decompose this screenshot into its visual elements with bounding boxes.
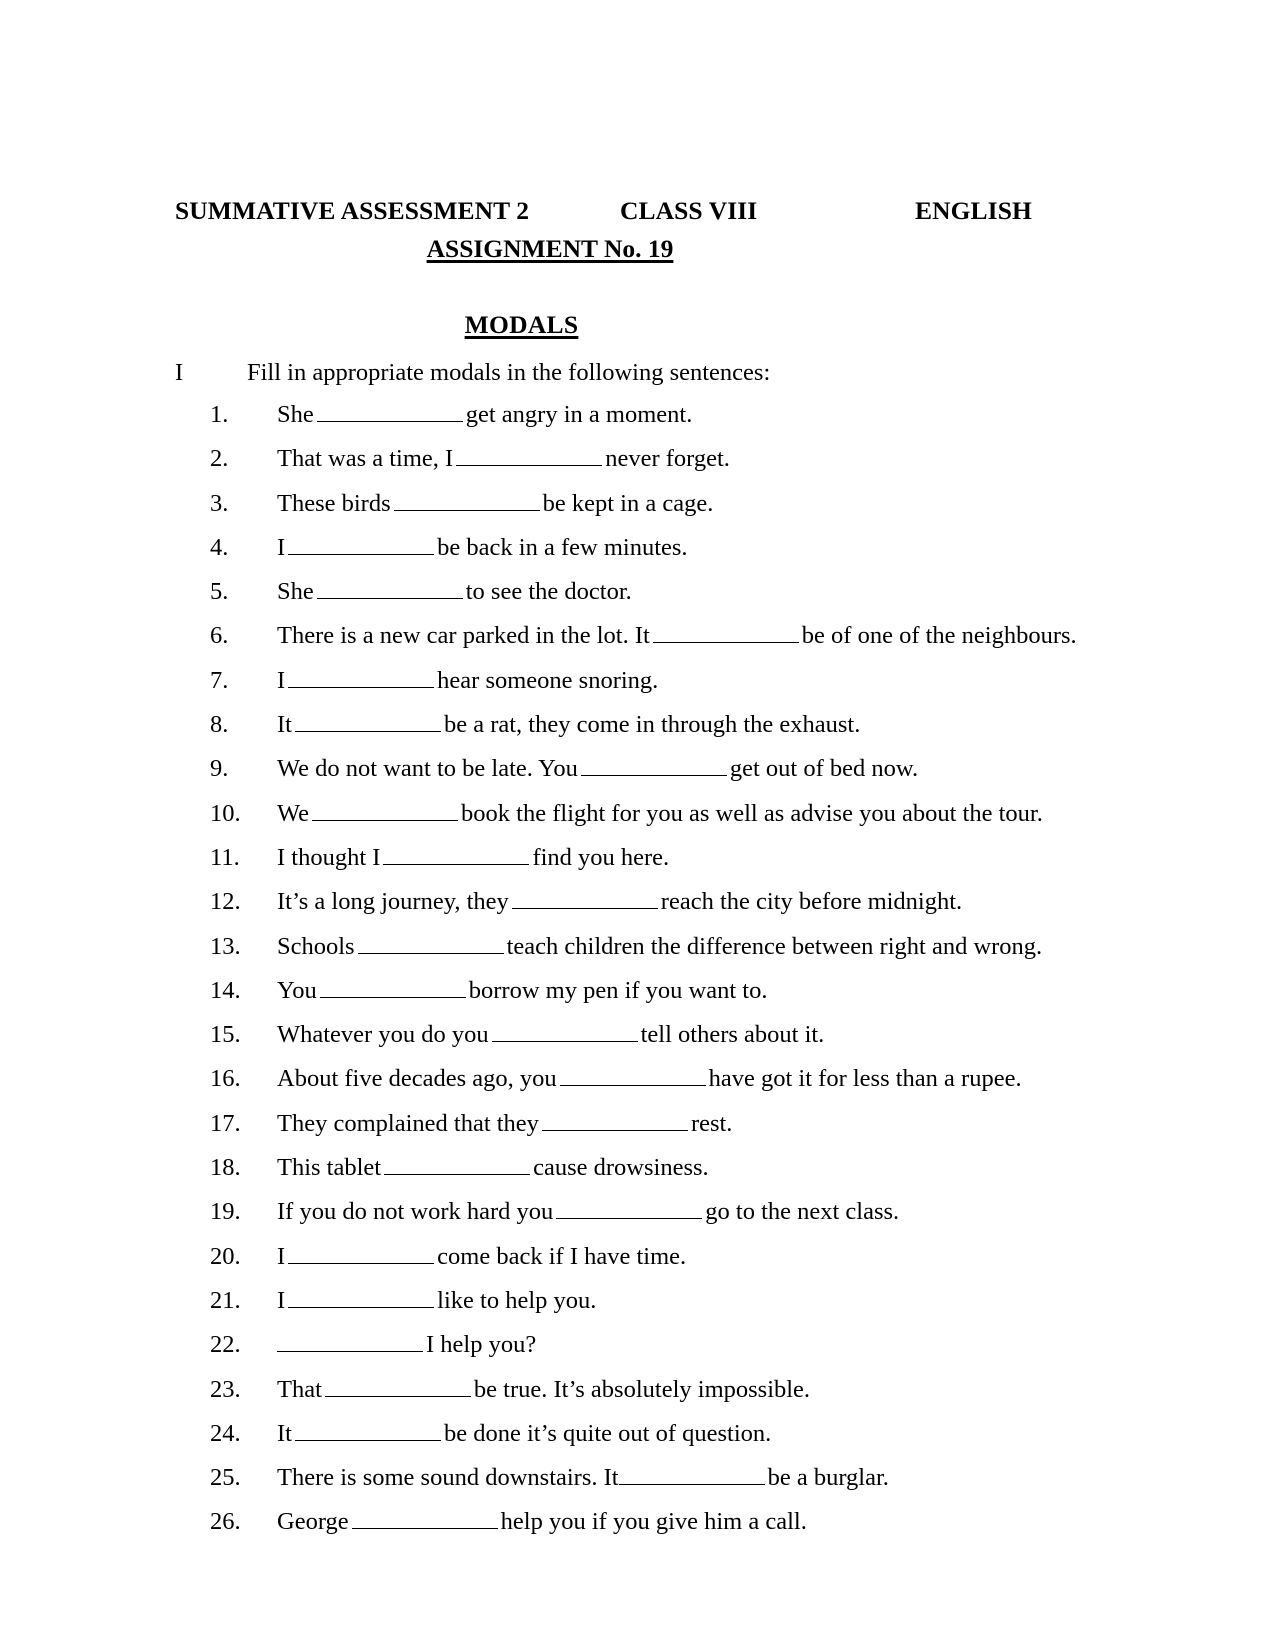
question-text — [277, 844, 1215, 872]
section-title-row — [0, 310, 1275, 340]
question-text — [277, 401, 1215, 429]
question-text-before-blank: It — [277, 711, 292, 739]
question-text — [277, 1021, 1215, 1049]
question-text-after-blank: to see the doctor. — [465, 578, 632, 606]
question-number: 8. — [210, 711, 229, 739]
question-row — [210, 888, 1215, 916]
question-text-before-blank: You — [277, 976, 317, 1004]
question-number: 23. — [210, 1375, 241, 1403]
question-number: 5. — [210, 578, 229, 606]
question-row — [210, 490, 1215, 518]
question-text — [277, 578, 1215, 606]
question-number: 13. — [210, 932, 241, 960]
question-number: 18. — [210, 1154, 241, 1182]
question-text-before-blank: I — [277, 533, 286, 561]
question-row — [210, 401, 1215, 429]
subject-label: ENGLISH — [915, 196, 1032, 225]
question-text-after-blank: get angry in a moment. — [465, 401, 693, 428]
answer-blank[interactable] — [542, 1111, 688, 1131]
question-text — [277, 1110, 1215, 1138]
question-row — [210, 667, 1215, 695]
answer-blank[interactable] — [320, 978, 466, 998]
answer-blank[interactable] — [277, 1332, 423, 1352]
question-text-before-blank: I — [277, 1242, 286, 1270]
question-text-before-blank: Schools — [277, 932, 355, 960]
question-row — [210, 1331, 1215, 1359]
question-text-before-blank: We — [277, 799, 310, 827]
answer-blank[interactable] — [352, 1509, 498, 1529]
question-row — [210, 1464, 1215, 1492]
answer-blank[interactable] — [358, 933, 504, 953]
question-row — [210, 1198, 1215, 1226]
question-text-before-blank: That — [277, 1375, 322, 1403]
answer-blank[interactable] — [325, 1376, 471, 1396]
question-row — [210, 1420, 1215, 1448]
question-text-before-blank: If you do not work hard you — [277, 1198, 554, 1226]
question-number: 15. — [210, 1021, 241, 1049]
question-text-before-blank: There is some sound downstairs. It — [277, 1464, 619, 1492]
question-text-before-blank: About five decades ago, you — [277, 1065, 557, 1093]
question-text-after-blank: never forget. — [605, 445, 730, 473]
question-row — [210, 1508, 1215, 1536]
question-text — [277, 1331, 1215, 1359]
question-number: 1. — [210, 401, 229, 428]
question-number: 21. — [210, 1286, 241, 1314]
question-text-before-blank: They complained that they — [277, 1109, 539, 1137]
question-row — [210, 933, 1215, 961]
question-text — [277, 1065, 1215, 1093]
answer-blank[interactable] — [383, 845, 529, 865]
question-text-after-blank: help you if you give him a call. — [500, 1508, 807, 1536]
question-number: 16. — [210, 1065, 241, 1093]
question-text — [277, 1198, 1215, 1226]
question-text — [277, 534, 1215, 562]
question-number: 25. — [210, 1464, 241, 1492]
answer-blank[interactable] — [295, 1421, 441, 1441]
question-row — [210, 1154, 1215, 1182]
instruction-text: Fill in appropriate modals in the following sentences: — [247, 359, 771, 386]
instruction-line — [0, 359, 1275, 387]
question-text-after-blank: find you here. — [532, 843, 670, 871]
question-text-after-blank: be a burglar. — [767, 1464, 889, 1492]
question-number: 4. — [210, 533, 229, 561]
question-text-after-blank: come back if I have time. — [437, 1242, 687, 1270]
question-text-after-blank: teach children the difference between right and wrong. — [506, 932, 1043, 960]
question-text-after-blank: cause drowsiness. — [533, 1154, 709, 1182]
document-header — [0, 196, 1275, 264]
question-number: 2. — [210, 445, 229, 473]
answer-blank[interactable] — [317, 579, 463, 599]
answer-blank[interactable] — [556, 1199, 702, 1219]
question-text-before-blank: It’s a long journey, they — [277, 888, 509, 916]
question-text — [277, 755, 1215, 783]
question-number: 26. — [210, 1508, 241, 1536]
question-text-after-blank: be back in a few minutes. — [437, 533, 688, 561]
question-row — [210, 1021, 1215, 1049]
question-row — [210, 711, 1215, 739]
question-text — [277, 622, 1215, 650]
question-row — [210, 755, 1215, 783]
question-text — [277, 1464, 1215, 1492]
question-text-before-blank: That was a time, I — [277, 445, 454, 473]
instruction-numeral: I — [175, 359, 184, 386]
question-text-after-blank: rest. — [690, 1109, 733, 1137]
answer-blank[interactable] — [492, 1022, 638, 1042]
question-text-before-blank: She — [277, 578, 314, 606]
question-text-before-blank: I thought I — [277, 843, 381, 871]
question-number: 17. — [210, 1109, 241, 1137]
question-row — [210, 1065, 1215, 1093]
answer-blank[interactable] — [295, 712, 441, 732]
question-text-after-blank: hear someone snoring. — [437, 666, 659, 694]
question-text-before-blank: There is a new car parked in the lot. It — [277, 622, 650, 650]
assignment-row — [175, 234, 1155, 264]
answer-blank[interactable] — [456, 446, 602, 466]
question-number: 6. — [210, 622, 229, 650]
question-text-after-blank: get out of bed now. — [729, 755, 919, 783]
question-number: 20. — [210, 1242, 241, 1270]
question-text-after-blank: go to the next class. — [705, 1198, 900, 1226]
question-text-after-blank: have got it for less than a rupee. — [708, 1065, 1022, 1093]
question-text-after-blank: borrow my pen if you want to. — [468, 976, 768, 1004]
question-row — [210, 1376, 1215, 1404]
answer-blank[interactable] — [288, 1288, 434, 1308]
question-text-before-blank: This tablet — [277, 1154, 382, 1182]
question-text-after-blank: reach the city before midnight. — [660, 888, 963, 916]
answer-blank[interactable] — [288, 1244, 434, 1264]
answer-blank[interactable] — [317, 402, 463, 422]
answer-blank[interactable] — [288, 535, 434, 555]
question-text-after-blank: book the flight for you as well as advise you about the tour. — [461, 799, 1043, 827]
question-number: 14. — [210, 976, 241, 1004]
question-row — [210, 622, 1215, 650]
assignment-number: ASSIGNMENT No. 19 — [426, 234, 674, 263]
question-text-before-blank: Whatever you do you — [277, 1021, 489, 1049]
question-text — [277, 1243, 1215, 1271]
question-number: 22. — [210, 1331, 241, 1359]
question-text-before-blank: These birds — [277, 489, 391, 517]
question-text — [277, 800, 1215, 828]
question-text — [277, 977, 1215, 1005]
question-row — [210, 977, 1215, 1005]
class-label: CLASS VIII — [620, 196, 758, 225]
answer-blank[interactable] — [384, 1155, 530, 1175]
answer-blank[interactable] — [581, 756, 727, 776]
question-number: 7. — [210, 666, 229, 694]
question-number: 12. — [210, 888, 241, 916]
question-text-after-blank: tell others about it. — [640, 1021, 825, 1049]
question-text-after-blank: be true. It’s absolutely impossible. — [473, 1375, 811, 1403]
question-number: 3. — [210, 489, 229, 517]
question-text-before-blank: We do not want to be late. You — [277, 755, 578, 783]
question-text-after-blank: I help you? — [426, 1331, 537, 1359]
question-text — [277, 888, 1215, 916]
question-row — [210, 534, 1215, 562]
question-number: 10. — [210, 799, 241, 827]
question-row — [210, 578, 1215, 606]
question-row — [210, 1243, 1215, 1271]
question-text-before-blank: I — [277, 1286, 286, 1314]
exam-title: SUMMATIVE ASSESSMENT 2 — [175, 196, 530, 225]
answer-blank[interactable] — [394, 490, 540, 510]
question-text — [277, 1154, 1215, 1182]
question-text-before-blank: George — [277, 1508, 349, 1536]
question-text-before-blank: She — [277, 401, 314, 428]
question-text-after-blank: like to help you. — [437, 1286, 597, 1314]
question-text — [277, 1420, 1215, 1448]
question-text — [277, 667, 1215, 695]
question-row — [210, 800, 1215, 828]
answer-blank[interactable] — [619, 1465, 765, 1485]
question-text-after-blank: be a rat, they come in through the exhaust. — [443, 711, 861, 739]
question-text-after-blank: be of one of the neighbours. — [801, 622, 1077, 650]
answer-blank[interactable] — [312, 801, 458, 821]
question-text — [277, 711, 1215, 739]
question-text — [277, 1508, 1215, 1536]
question-number: 19. — [210, 1198, 241, 1226]
question-row — [210, 844, 1215, 872]
question-text-after-blank: be done it’s quite out of question. — [443, 1419, 772, 1447]
question-text — [277, 1376, 1215, 1404]
question-number: 24. — [210, 1419, 241, 1447]
question-list — [0, 401, 1275, 1536]
question-text — [277, 490, 1215, 518]
header-title-row — [175, 196, 1155, 226]
answer-blank[interactable] — [288, 668, 434, 688]
answer-blank[interactable] — [653, 623, 799, 643]
question-text — [277, 933, 1215, 961]
question-number: 11. — [210, 843, 240, 871]
section-title: MODALS — [464, 310, 579, 339]
question-row — [210, 1287, 1215, 1315]
question-row — [210, 1110, 1215, 1138]
answer-blank[interactable] — [512, 889, 658, 909]
question-row — [210, 445, 1215, 473]
question-number: 9. — [210, 755, 229, 783]
question-text-before-blank: It — [277, 1419, 292, 1447]
question-text-after-blank: be kept in a cage. — [542, 489, 714, 517]
question-text — [277, 445, 1215, 473]
answer-blank[interactable] — [560, 1066, 706, 1086]
question-text-before-blank: I — [277, 666, 286, 694]
question-text — [277, 1287, 1215, 1315]
